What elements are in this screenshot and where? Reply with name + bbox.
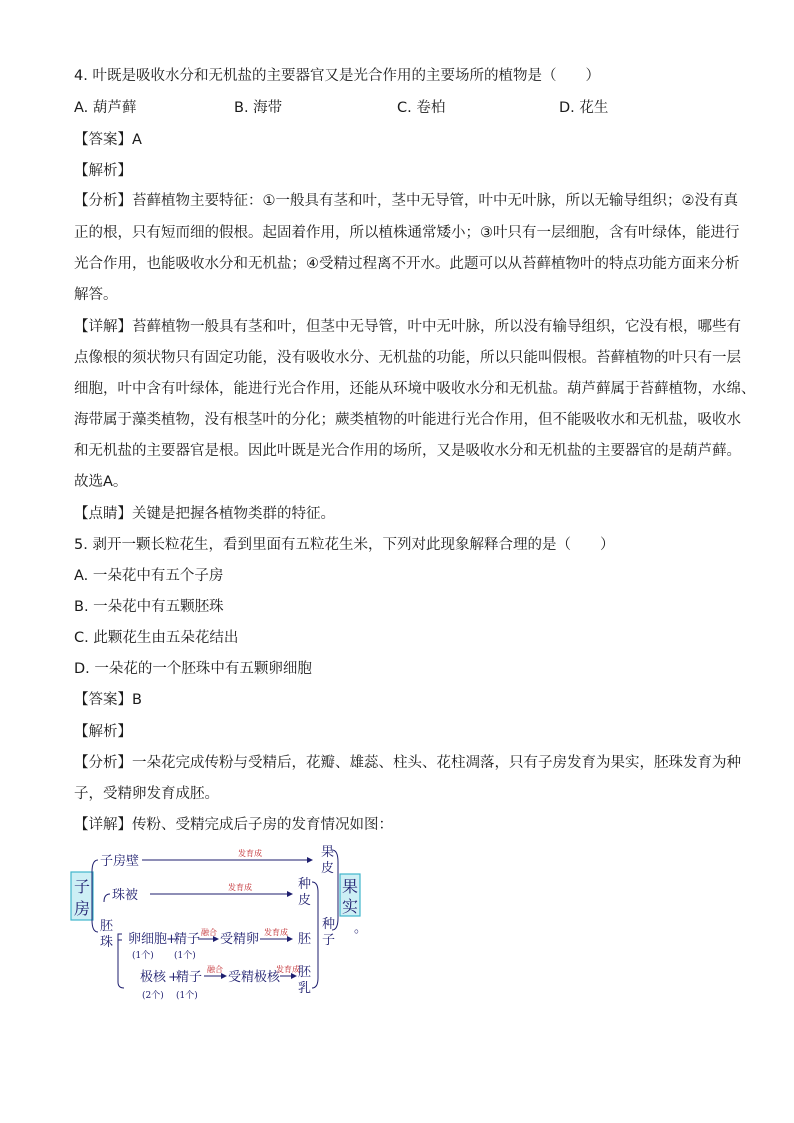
q4-xiangjie-line-5: 和无机盐的主要器官是根。因此叶既是光合作用的场所，又是吸收水分和无机盐的主要器官的是葫芦藓。 [74,443,741,459]
plus-1: + [166,932,177,947]
guopi-2: 皮 [321,861,335,876]
q4-option-d: D. 花生 [559,100,609,116]
guopi-1: 果 [321,845,335,860]
zhubei-text: 珠被 [112,888,139,903]
q4-xiangjie-line-3: 细胞，叶中含有叶绿体，能进行光合作用，还能从环境中吸收水分和无机盐。葫芦藓属于苔藓植物，水绵、 [74,381,756,397]
count-jingzi1: (1个) [174,951,196,961]
shoujingjihe-text: 受精极核 [228,970,281,985]
jihe-text: 极核 [140,970,167,985]
q4-stem: 4. 叶既是吸收水分和无机盐的主要器官又是光合作用的主要场所的植物是（ ） [74,68,600,84]
count-luan: (1个) [132,951,154,961]
q4-fenxi-line-1: 【分析】苔藓植物主要特征：①一般具有茎和叶，茎中无导管，叶中无叶脉，所以无输导组织；②没有真 [74,193,738,209]
zifang-label-1: 子 [73,877,91,896]
ovary-development-diagram [70,842,370,1007]
q5-option-a: A. 一朵花中有五个子房 [74,568,224,584]
q5-stem: 5. 剥开一颗长粒花生，看到里面有五粒花生米，下列对此现象解释合理的是（ ） [74,537,615,553]
q4-xiangjie-line-6: 故选A。 [74,474,128,490]
ronghe-label-1: 融合 [201,928,217,937]
arrow-label-3: 发育成 [264,928,288,937]
jingzi2-text: 精子 [176,970,203,985]
count-jihe: (2个) [142,991,164,1001]
luanxibao-text: 卵细胞 [128,932,168,947]
q4-option-b: B. 海带 [234,100,283,116]
guoshi-1: 果 [341,877,359,896]
zhongzi-1: 种 [322,917,336,932]
zhubei-connector [104,894,110,902]
zifangbi-text: 子房壁 [100,854,140,869]
q4-option-a: A. 葫芦藓 [74,100,137,116]
q5-fenxi-line-1: 【分析】一朵花完成传粉与受精后，花瓣、雄蕊、柱头、花柱凋落，只有子房发育为果实，胚珠发育为种 [74,755,741,771]
guoshi-2: 实 [341,897,359,916]
zhongpi-2: 皮 [298,893,312,908]
q5-option-d: D. 一朵花的一个胚珠中有五颗卵细胞 [74,661,312,677]
q4-option-c: C. 卷柏 [397,100,446,116]
peizhu-2: 珠 [100,935,114,950]
q4-fenxi-line-4: 解答。 [74,287,118,303]
q4-answer: 【答案】A [74,132,142,148]
q5-option-c: C. 此颗花生由五朵花结出 [74,630,239,646]
zhongzi-brace [312,882,318,988]
q4-fenxi-line-3: 光合作用，也能吸收水分和无机盐；④受精过程离不开水。此题可以从苔藓植物叶的特点功能方面来分析 [74,256,740,272]
trailing-period: 。 [354,921,368,936]
q4-xiangjie-line-2: 点像根的须状物只有固定功能，没有吸收水分、无机盐的功能，所以只能叫假根。苔藓植物的叶只有一层 [74,350,741,366]
jingzi1-text: 精子 [174,932,201,947]
ronghe-label-2: 融合 [207,965,223,974]
peiru-2: 乳 [298,981,312,996]
arrow-label-4: 发育成 [276,965,300,974]
q5-jiexi-label: 【解析】 [74,724,132,740]
count-jingzi2: (1个) [176,991,198,1001]
zhongpi-1: 种 [298,877,312,892]
shoujingluan-text: 受精卵 [220,932,260,947]
arrow-label-1: 发育成 [238,849,262,858]
peizhu-1: 胚 [100,919,114,934]
q4-xiangjie-line-1: 【详解】苔藓植物一般具有茎和叶，但茎中无导管，叶中无叶脉，所以没有输导组织，它没有根，哪些有 [74,319,741,335]
q5-fenxi-line-2: 子，受精卵发育成胚。 [74,786,219,802]
q5-option-b: B. 一朵花中有五颗胚珠 [74,599,224,615]
arrow-label-2: 发育成 [228,883,252,892]
q4-xiangjie-line-4: 海带属于藻类植物，没有根茎叶的分化；蕨类植物的叶能进行光合作用，但不能吸收水和无机盐，吸收水 [74,412,741,428]
peizhu-brace [118,934,124,988]
zhongzi-2: 子 [322,933,336,948]
q4-dianjing: 【点睛】关键是把握各植物类群的特征。 [74,506,335,522]
q4-jiexi-label: 【解析】 [74,163,132,179]
q5-xiangjie-intro: 【详解】传粉、受精完成后子房的发育情况如图： [74,817,393,833]
pei-text: 胚 [298,932,312,947]
q4-fenxi-line-2: 正的根，只有短而细的假根。起固着作用，所以植株通常矮小；③叶只有一层细胞，含有叶绿体，能进行 [74,225,740,241]
peiru-1: 胚 [298,965,312,980]
q5-answer: 【答案】B [74,692,142,708]
zifang-label-2: 房 [73,899,91,918]
plus-2: + [168,970,179,985]
